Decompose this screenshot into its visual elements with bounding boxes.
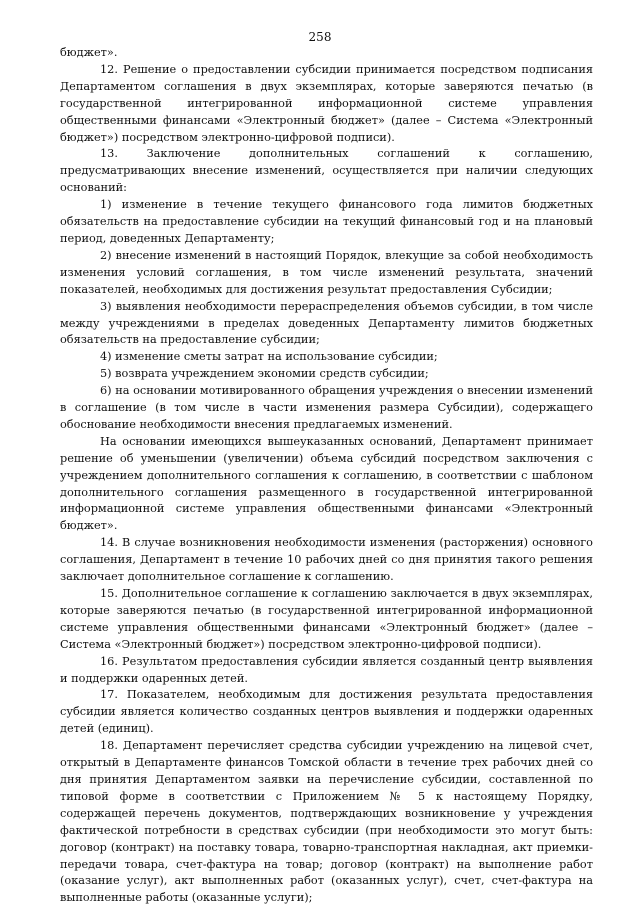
paragraph-item-15: 15. Дополнительное соглашение к соглашению заключается в двух экземплярах, которые заверяются печатью (в государственной интегрированной информационной системе управления общественными финансами «Электронный бюджет» (далее – Система «Электронный бюджет») посредством электронно-цифровой подписи). <box>60 587 593 651</box>
paragraph-item-14: 14. В случае возникновения необходимости изменения (расторжения) основного соглашения, Департамент в течение 10 рабочих дней со дня принятия такого решения заключает дополнительное соглашение к соглашению. <box>60 536 593 584</box>
list-item: 2) внесение изменений в настоящий Порядок, влекущие за собой необходимость изменения условий соглашения, в том числе изменений результата, значений показателей, необходимых для достижения результат предоставления Субсидии; <box>60 248 593 296</box>
page-number: 258 <box>308 30 332 44</box>
paragraph: бюджет». <box>60 46 118 59</box>
paragraph-item-13: 13. Заключение дополнительных соглашений к соглашению, предусматривающих внесение изменений, осуществляется при наличии следующих оснований: <box>60 147 593 195</box>
paragraph-item-17: 17. Показателем, необходимым для достижения результата предоставления субсидии является количество созданных центров выявления и поддержки одаренных детей (единиц). <box>60 688 593 736</box>
paragraph: На основании имеющихся вышеуказанных оснований, Департамент принимает решение об уменьшении (увеличении) объема субсидий посредством заключения с учреждением дополнительного соглашения к соглашению, в соответствии с шаблоном дополнительного соглашения размещенного в государственной интегрированной информационной системе управления общественными финансами «Электронный бюджет». <box>60 434 593 533</box>
list-item: 4) изменение сметы затрат на использование субсидии; <box>100 350 438 364</box>
paragraph-item-12: 12. Решение о предоставлении субсидии принимается посредством подписания Департаментом соглашения в двух экземплярах, которые заверяются печатью (в государственной интегрированной информационной системе управления общественными финансами «Электронный бюджет» (далее – Система «Электронный бюджет») посредством электронно-цифровой подписи). <box>60 62 593 144</box>
list-item: 6) на основании мотивированного обращения учреждения о внесении изменений в соглашение (в том числе в части изменения размера Субсидии), содержащего обоснование необходимости внесения предлагаемых изменений. <box>60 384 593 431</box>
document-body <box>60 45 593 907</box>
paragraph-item-18: 18. Департамент перечисляет средства субсидии учреждению на лицевой счет, открытый в Департаменте финансов Томской области в течение трех рабочих дней со дня принятия Департаментом заявки на перечисление субсидии, составленной по типовой форме в соответствии с Приложением № 5 к настоящему Порядку, содержащей перечень документов, подтверждающих возникновение у учреждения фактической потребности в средствах субсидии (при необходимости это могут быть: договор (контракт) на поставку товара, товарно-транспортная накладная, акт приемки-передачи товара, счет-фактура на товар; договор (контракт) на выполнение работ (оказание услуг), акт выполненных работ (оказанных услуг), счет, счет-фактура на выполненные работы (оказанные услуги); <box>60 739 593 905</box>
paragraph-item-16: 16. Результатом предоставления субсидии является созданный центр выявления и поддержки одаренных детей. <box>60 654 593 685</box>
list-item: 5) возврата учреждением экономии средств субсидии; <box>100 367 429 381</box>
list-item: 1) изменение в течение текущего финансового года лимитов бюджетных обязательств на предоставление субсидии на текущий финансовый год и на плановый период, доведенных Департаменту; <box>60 198 593 245</box>
list-item: 3) выявления необходимости перераспределения объемов субсидии, в том числе между учреждениями в пределах доведенных Департаменту лимитов бюджетных обязательств на предоставление субсидии; <box>60 299 593 347</box>
